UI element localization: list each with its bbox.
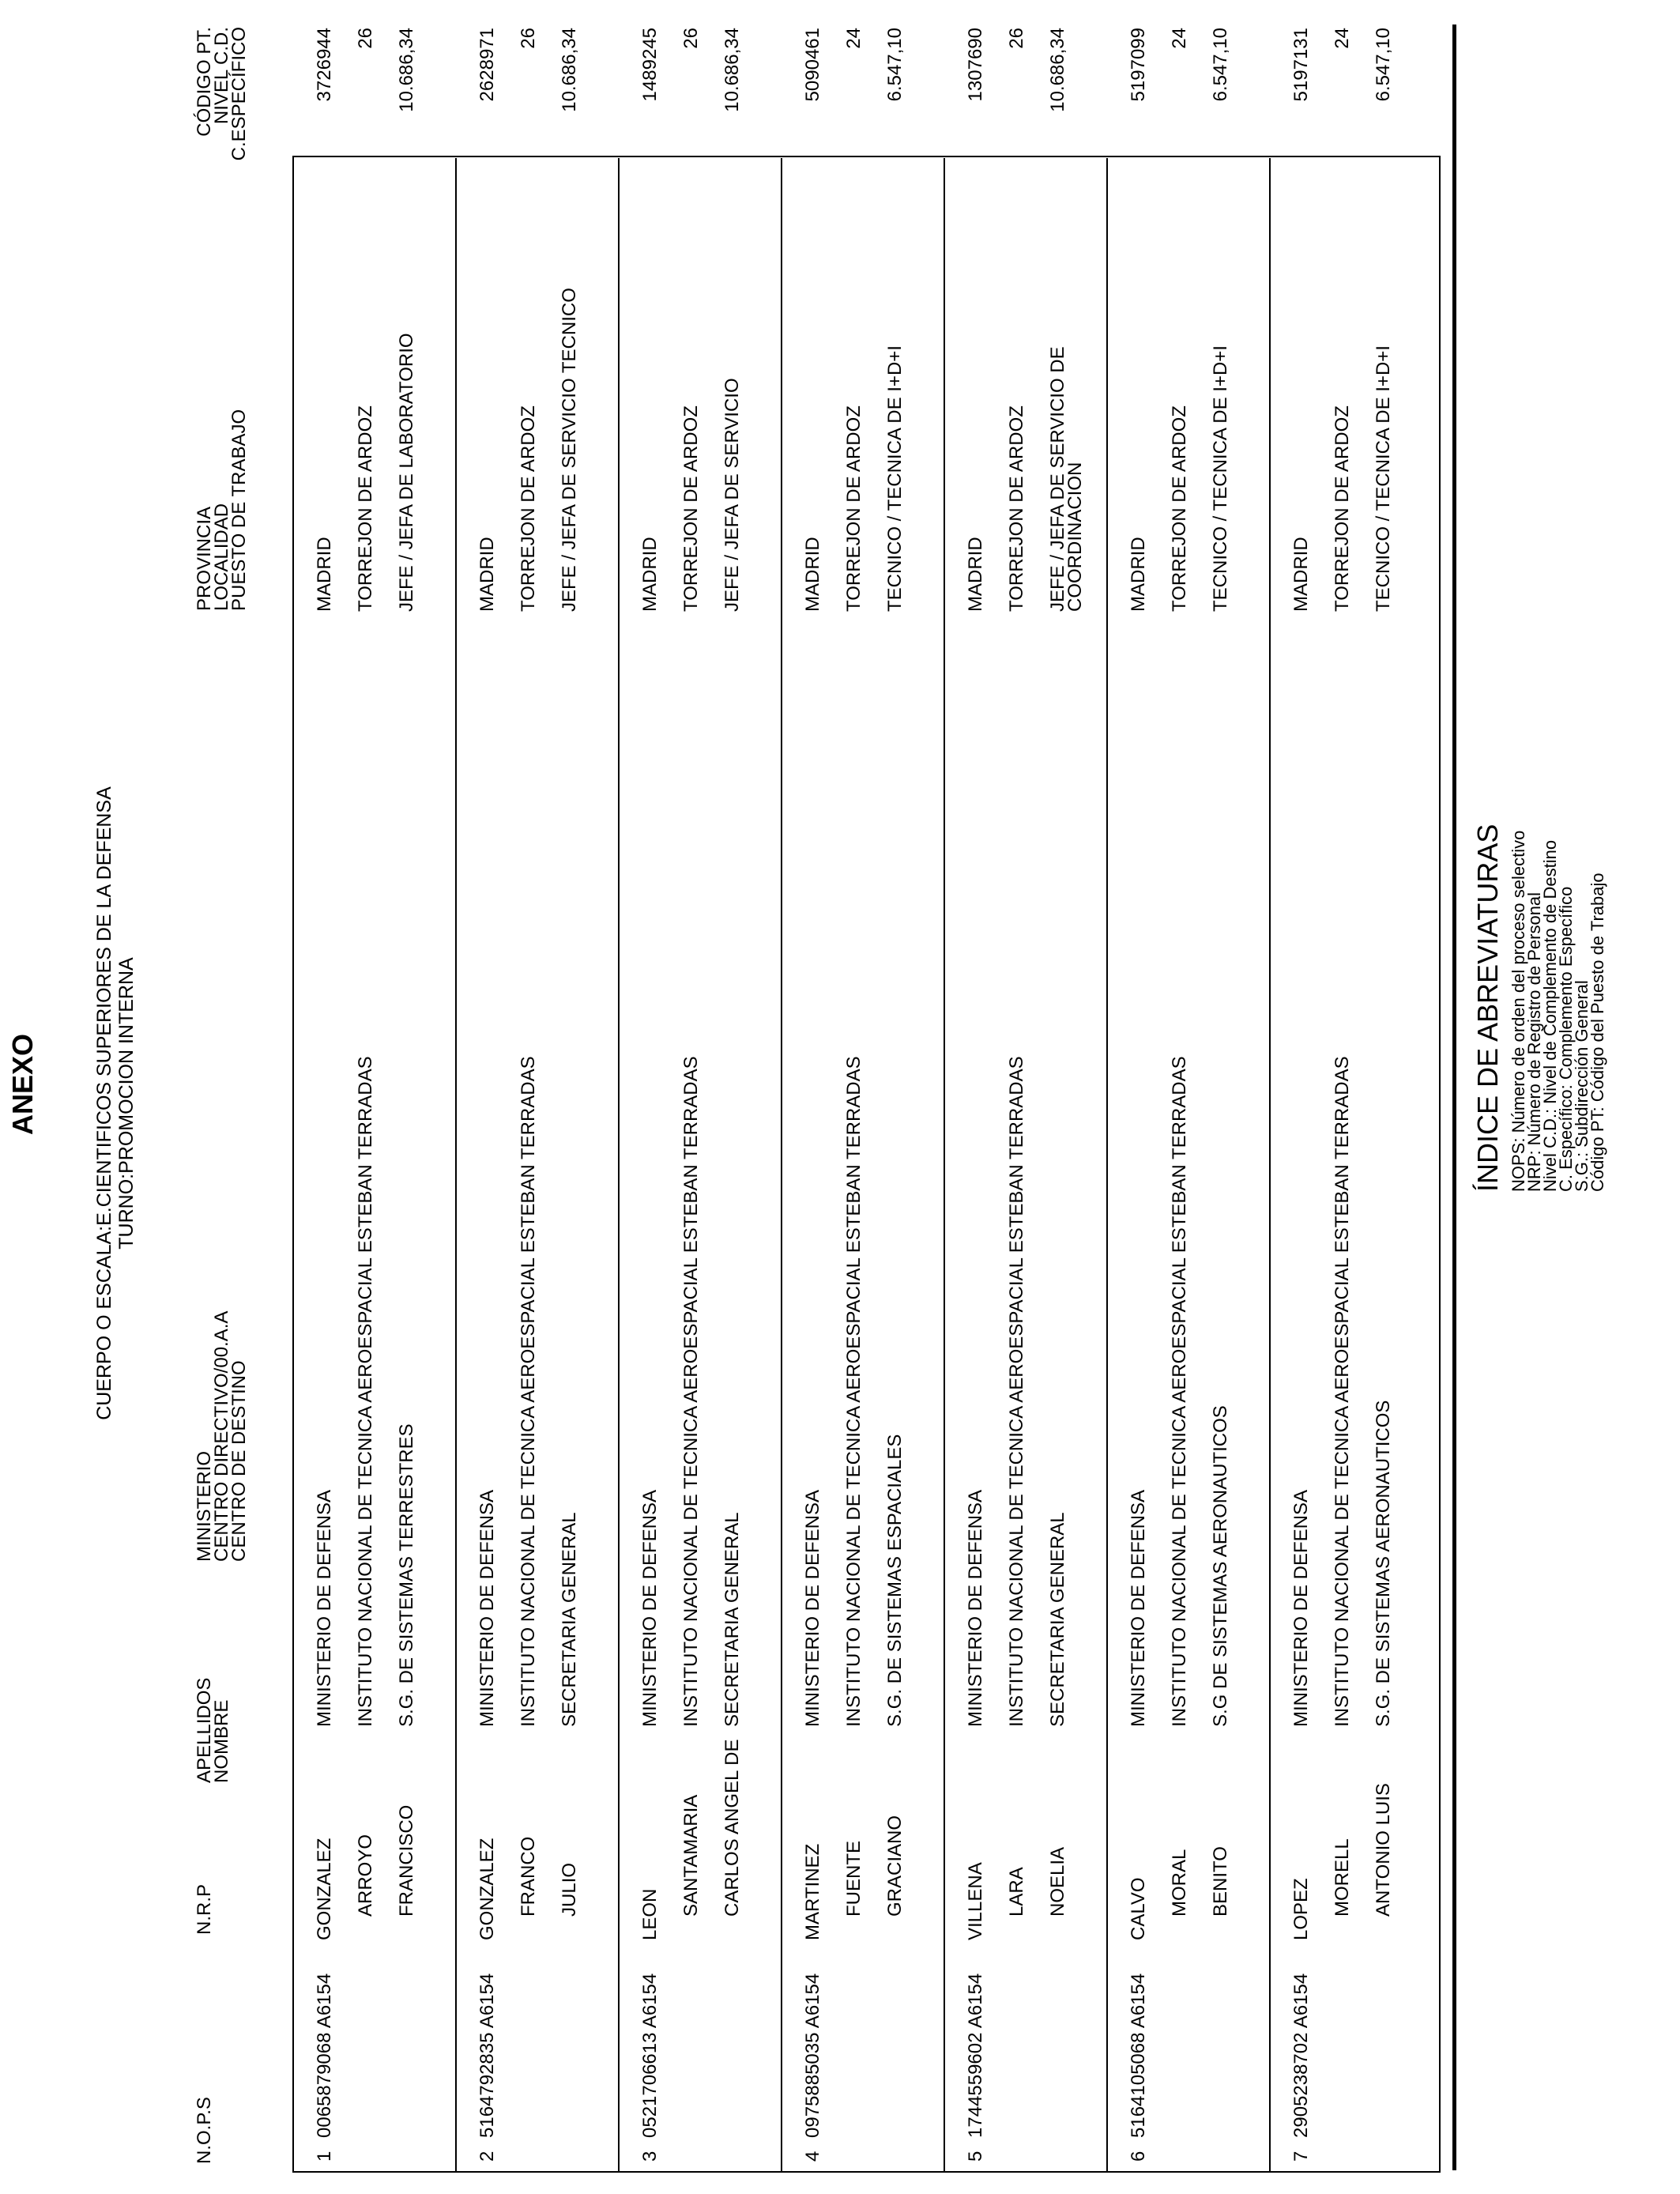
cell-apellido1: VILLENA (965, 1862, 986, 1940)
cell-ministerio: MINISTERIO DE DEFENSA (639, 1489, 661, 1727)
cell-puesto: JEFE / JEFA DE SERVICIO (721, 378, 743, 612)
cell-localidad: TORREJON DE ARDOZ (1006, 405, 1027, 612)
cell-nivel-cd: 24 (1169, 28, 1190, 49)
cell-c-especifico: 6.547,10 (1373, 28, 1394, 102)
cell-apellido2: FRANCO (518, 1836, 539, 1917)
cell-codigo-pt: 1307690 (965, 28, 986, 102)
abbreviation-item: NRP: Número de Registro de Personal (1524, 892, 1544, 1192)
header-puesto: PUESTO DE TRABAJO (228, 409, 250, 611)
cell-codigo-pt: 1489245 (639, 28, 661, 102)
cell-apellido1: MARTINEZ (802, 1843, 823, 1940)
cell-apellido1: LEON (639, 1888, 661, 1940)
cell-provincia: MADRID (802, 537, 823, 612)
subtitle-corps: CUERPO O ESCALA:E.CIENTIFICOS SUPERIORES DE LA DEFENSA (93, 786, 115, 1420)
cell-c-especifico: 10.686,34 (559, 28, 580, 112)
cell-centro-directivo: INSTITUTO NACIONAL DE TECNICA AEROESPACIAL ESTEBAN TERRADAS (518, 1056, 539, 1727)
abbreviations-title: ÍNDICE DE ABREVIATURAS (1471, 824, 1504, 1192)
cell-ministerio: MINISTERIO DE DEFENSA (965, 1489, 986, 1727)
cell-localidad: TORREJON DE ARDOZ (518, 405, 539, 612)
cell-apellido1: GONZALEZ (477, 1838, 498, 1940)
cell-nops: 3 (639, 2151, 661, 2162)
cell-centro-directivo: INSTITUTO NACIONAL DE TECNICA AEROESPACIAL ESTEBAN TERRADAS (1169, 1056, 1190, 1727)
cell-nombre: NOELIA (1047, 1846, 1068, 1917)
table-row (945, 28, 1108, 2171)
cell-nombre: ANTONIO LUIS (1373, 1783, 1394, 1917)
cell-apellido2: LARA (1006, 1867, 1027, 1917)
header-provincia: PROVINCIA (194, 506, 215, 611)
header-c-especifico: C.ESPECÍFICO (228, 27, 250, 161)
header-nivel-cd: NIVEL C.D. (211, 27, 232, 125)
cell-ministerio: MINISTERIO DE DEFENSA (802, 1489, 823, 1727)
cell-apellido1: LOPEZ (1290, 1878, 1312, 1940)
cell-centro-destino: SECRETARIA GENERAL (721, 1512, 743, 1727)
cell-puesto: JEFE / JEFA DE SERVICIO DE COORDINACION (1047, 346, 1086, 612)
cell-nops: 2 (477, 2151, 498, 2162)
cell-localidad: TORREJON DE ARDOZ (355, 405, 376, 612)
cell-c-especifico: 6.547,10 (1210, 28, 1231, 102)
cell-nombre: BENITO (1210, 1846, 1231, 1917)
cell-localidad: TORREJON DE ARDOZ (1169, 405, 1190, 612)
cell-centro-destino: SECRETARIA GENERAL (559, 1512, 580, 1727)
cell-nops: 5 (965, 2151, 986, 2162)
cell-puesto: JEFE / JEFA DE SERVICIO TECNICO (559, 288, 580, 612)
cell-nops: 1 (314, 2151, 335, 2162)
abbreviation-item: Código PT: Código del Puesto de Trabajo (1588, 873, 1607, 1192)
cell-puesto: JEFE / JEFA DE LABORATORIO (396, 333, 417, 612)
cell-nrp: 5164105068 A6154 (1128, 1973, 1149, 2138)
abbreviation-item: NOPS: Número de orden del proceso selectivo (1509, 830, 1528, 1192)
cell-c-especifico: 10.686,34 (721, 28, 743, 112)
cell-localidad: TORREJON DE ARDOZ (843, 405, 864, 612)
header-nombre: NOMBRE (211, 1699, 232, 1783)
header-nrp: N.R.P (194, 1883, 215, 1935)
cell-apellido2: MORAL (1169, 1849, 1190, 1917)
cell-apellido2: ARROYO (355, 1834, 376, 1917)
cell-centro-destino: S.G. DE SISTEMAS TERRESTRES (396, 1423, 417, 1727)
cell-c-especifico: 6.547,10 (884, 28, 906, 102)
cell-apellido2: SANTAMARIA (680, 1794, 702, 1917)
cell-apellido1: GONZALEZ (314, 1838, 335, 1940)
header-centro-destino: CENTRO DE DESTINO (228, 1360, 250, 1562)
cell-localidad: TORREJON DE ARDOZ (680, 405, 702, 612)
cell-nops: 4 (802, 2151, 823, 2162)
cell-nombre: GRACIANO (884, 1815, 906, 1917)
table-row (1108, 28, 1271, 2171)
cell-nrp: 0521706613 A6154 (639, 1973, 661, 2138)
cell-puesto: TECNICO / TECNICA DE I+D+I (1210, 345, 1231, 612)
cell-c-especifico: 10.686,34 (396, 28, 417, 112)
header-nops: N.O.P.S (194, 2097, 215, 2164)
cell-codigo-pt: 5197099 (1128, 28, 1149, 102)
abbreviation-item: Nivel C.D.: Nivel de Complemento de Destino (1540, 839, 1560, 1192)
cell-c-especifico: 10.686,34 (1047, 28, 1068, 112)
header-centro-directivo: CENTRO DIRECTIVO/00.A.A (211, 1310, 232, 1562)
page-title: ANEXO (6, 1033, 39, 1135)
cell-codigo-pt: 5197131 (1290, 28, 1312, 102)
cell-centro-directivo: INSTITUTO NACIONAL DE TECNICA AEROESPACIAL ESTEBAN TERRADAS (1006, 1056, 1027, 1727)
cell-provincia: MADRID (965, 537, 986, 612)
cell-provincia: MADRID (639, 537, 661, 612)
cell-puesto: TECNICO / TECNICA DE I+D+I (884, 345, 906, 612)
table-row (457, 28, 620, 2171)
cell-provincia: MADRID (1290, 537, 1312, 612)
cell-nivel-cd: 26 (518, 28, 539, 49)
cell-codigo-pt: 5090461 (802, 28, 823, 102)
cell-nombre: JULIO (559, 1862, 580, 1917)
cell-centro-directivo: INSTITUTO NACIONAL DE TECNICA AEROESPACIAL ESTEBAN TERRADAS (680, 1056, 702, 1727)
cell-provincia: MADRID (314, 537, 335, 612)
cell-nrp: 2905238702 A6154 (1290, 1973, 1312, 2138)
cell-centro-destino: SECRETARIA GENERAL (1047, 1512, 1068, 1727)
header-localidad: LOCALIDAD (211, 503, 232, 611)
cell-nivel-cd: 26 (680, 28, 702, 49)
cell-ministerio: MINISTERIO DE DEFENSA (1128, 1489, 1149, 1727)
header-codigo-pt: CÓDIGO PT. (194, 27, 215, 137)
cell-centro-destino: S.G DE SISTEMAS AERONAUTICOS (1210, 1405, 1231, 1727)
cell-nops: 6 (1128, 2151, 1149, 2162)
cell-apellido1: CALVO (1128, 1877, 1149, 1940)
cell-provincia: MADRID (1128, 537, 1149, 612)
table-row (294, 28, 457, 2171)
abbreviation-item: C. Específico: Complemento Específico (1556, 886, 1576, 1192)
cell-apellido2: MORELL (1332, 1838, 1353, 1917)
cell-codigo-pt: 2628971 (477, 28, 498, 102)
table-row (620, 28, 782, 2171)
cell-nrp: 1744559602 A6154 (965, 1973, 986, 2138)
header-ministerio: MINISTERIO (194, 1450, 215, 1562)
cell-nrp: 5164792835 A6154 (477, 1973, 498, 2138)
cell-nivel-cd: 24 (1332, 28, 1353, 49)
header-apellidos: APELLIDOS (194, 1677, 215, 1783)
cell-ministerio: MINISTERIO DE DEFENSA (477, 1489, 498, 1727)
cell-nivel-cd: 26 (1006, 28, 1027, 49)
table-row (1271, 28, 1433, 2171)
table-row (782, 28, 945, 2171)
cell-centro-destino: S.G. DE SISTEMAS ESPACIALES (884, 1434, 906, 1727)
cell-nombre: FRANCISCO (396, 1804, 417, 1917)
cell-codigo-pt: 3726944 (314, 28, 335, 102)
subtitle-turn: TURNO:PROMOCION INTERNA (115, 957, 137, 1250)
abbreviation-item: S.G.: Subdirección General (1572, 980, 1591, 1192)
cell-nrp: 0975885035 A6154 (802, 1973, 823, 2138)
cell-centro-directivo: INSTITUTO NACIONAL DE TECNICA AEROESPACIAL ESTEBAN TERRADAS (843, 1056, 864, 1727)
cell-provincia: MADRID (477, 537, 498, 612)
cell-centro-directivo: INSTITUTO NACIONAL DE TECNICA AEROESPACIAL ESTEBAN TERRADAS (355, 1056, 376, 1727)
records-table (292, 28, 1441, 2173)
cell-ministerio: MINISTERIO DE DEFENSA (314, 1489, 335, 1727)
cell-puesto: TECNICO / TECNICA DE I+D+I (1373, 345, 1394, 612)
cell-centro-destino: S.G. DE SISTEMAS AERONAUTICOS (1373, 1400, 1394, 1727)
cell-nivel-cd: 24 (843, 28, 864, 49)
cell-apellido2: FUENTE (843, 1841, 864, 1917)
cell-nivel-cd: 26 (355, 28, 376, 49)
cell-nrp: 0065879068 A6154 (314, 1973, 335, 2138)
cell-ministerio: MINISTERIO DE DEFENSA (1290, 1489, 1312, 1727)
cell-centro-directivo: INSTITUTO NACIONAL DE TECNICA AEROESPACIAL ESTEBAN TERRADAS (1332, 1056, 1353, 1727)
cell-nombre: CARLOS ANGEL DE (721, 1739, 743, 1917)
table-right-rule-line (1452, 25, 1456, 2170)
cell-nops: 7 (1290, 2151, 1312, 2162)
cell-localidad: TORREJON DE ARDOZ (1332, 405, 1353, 612)
